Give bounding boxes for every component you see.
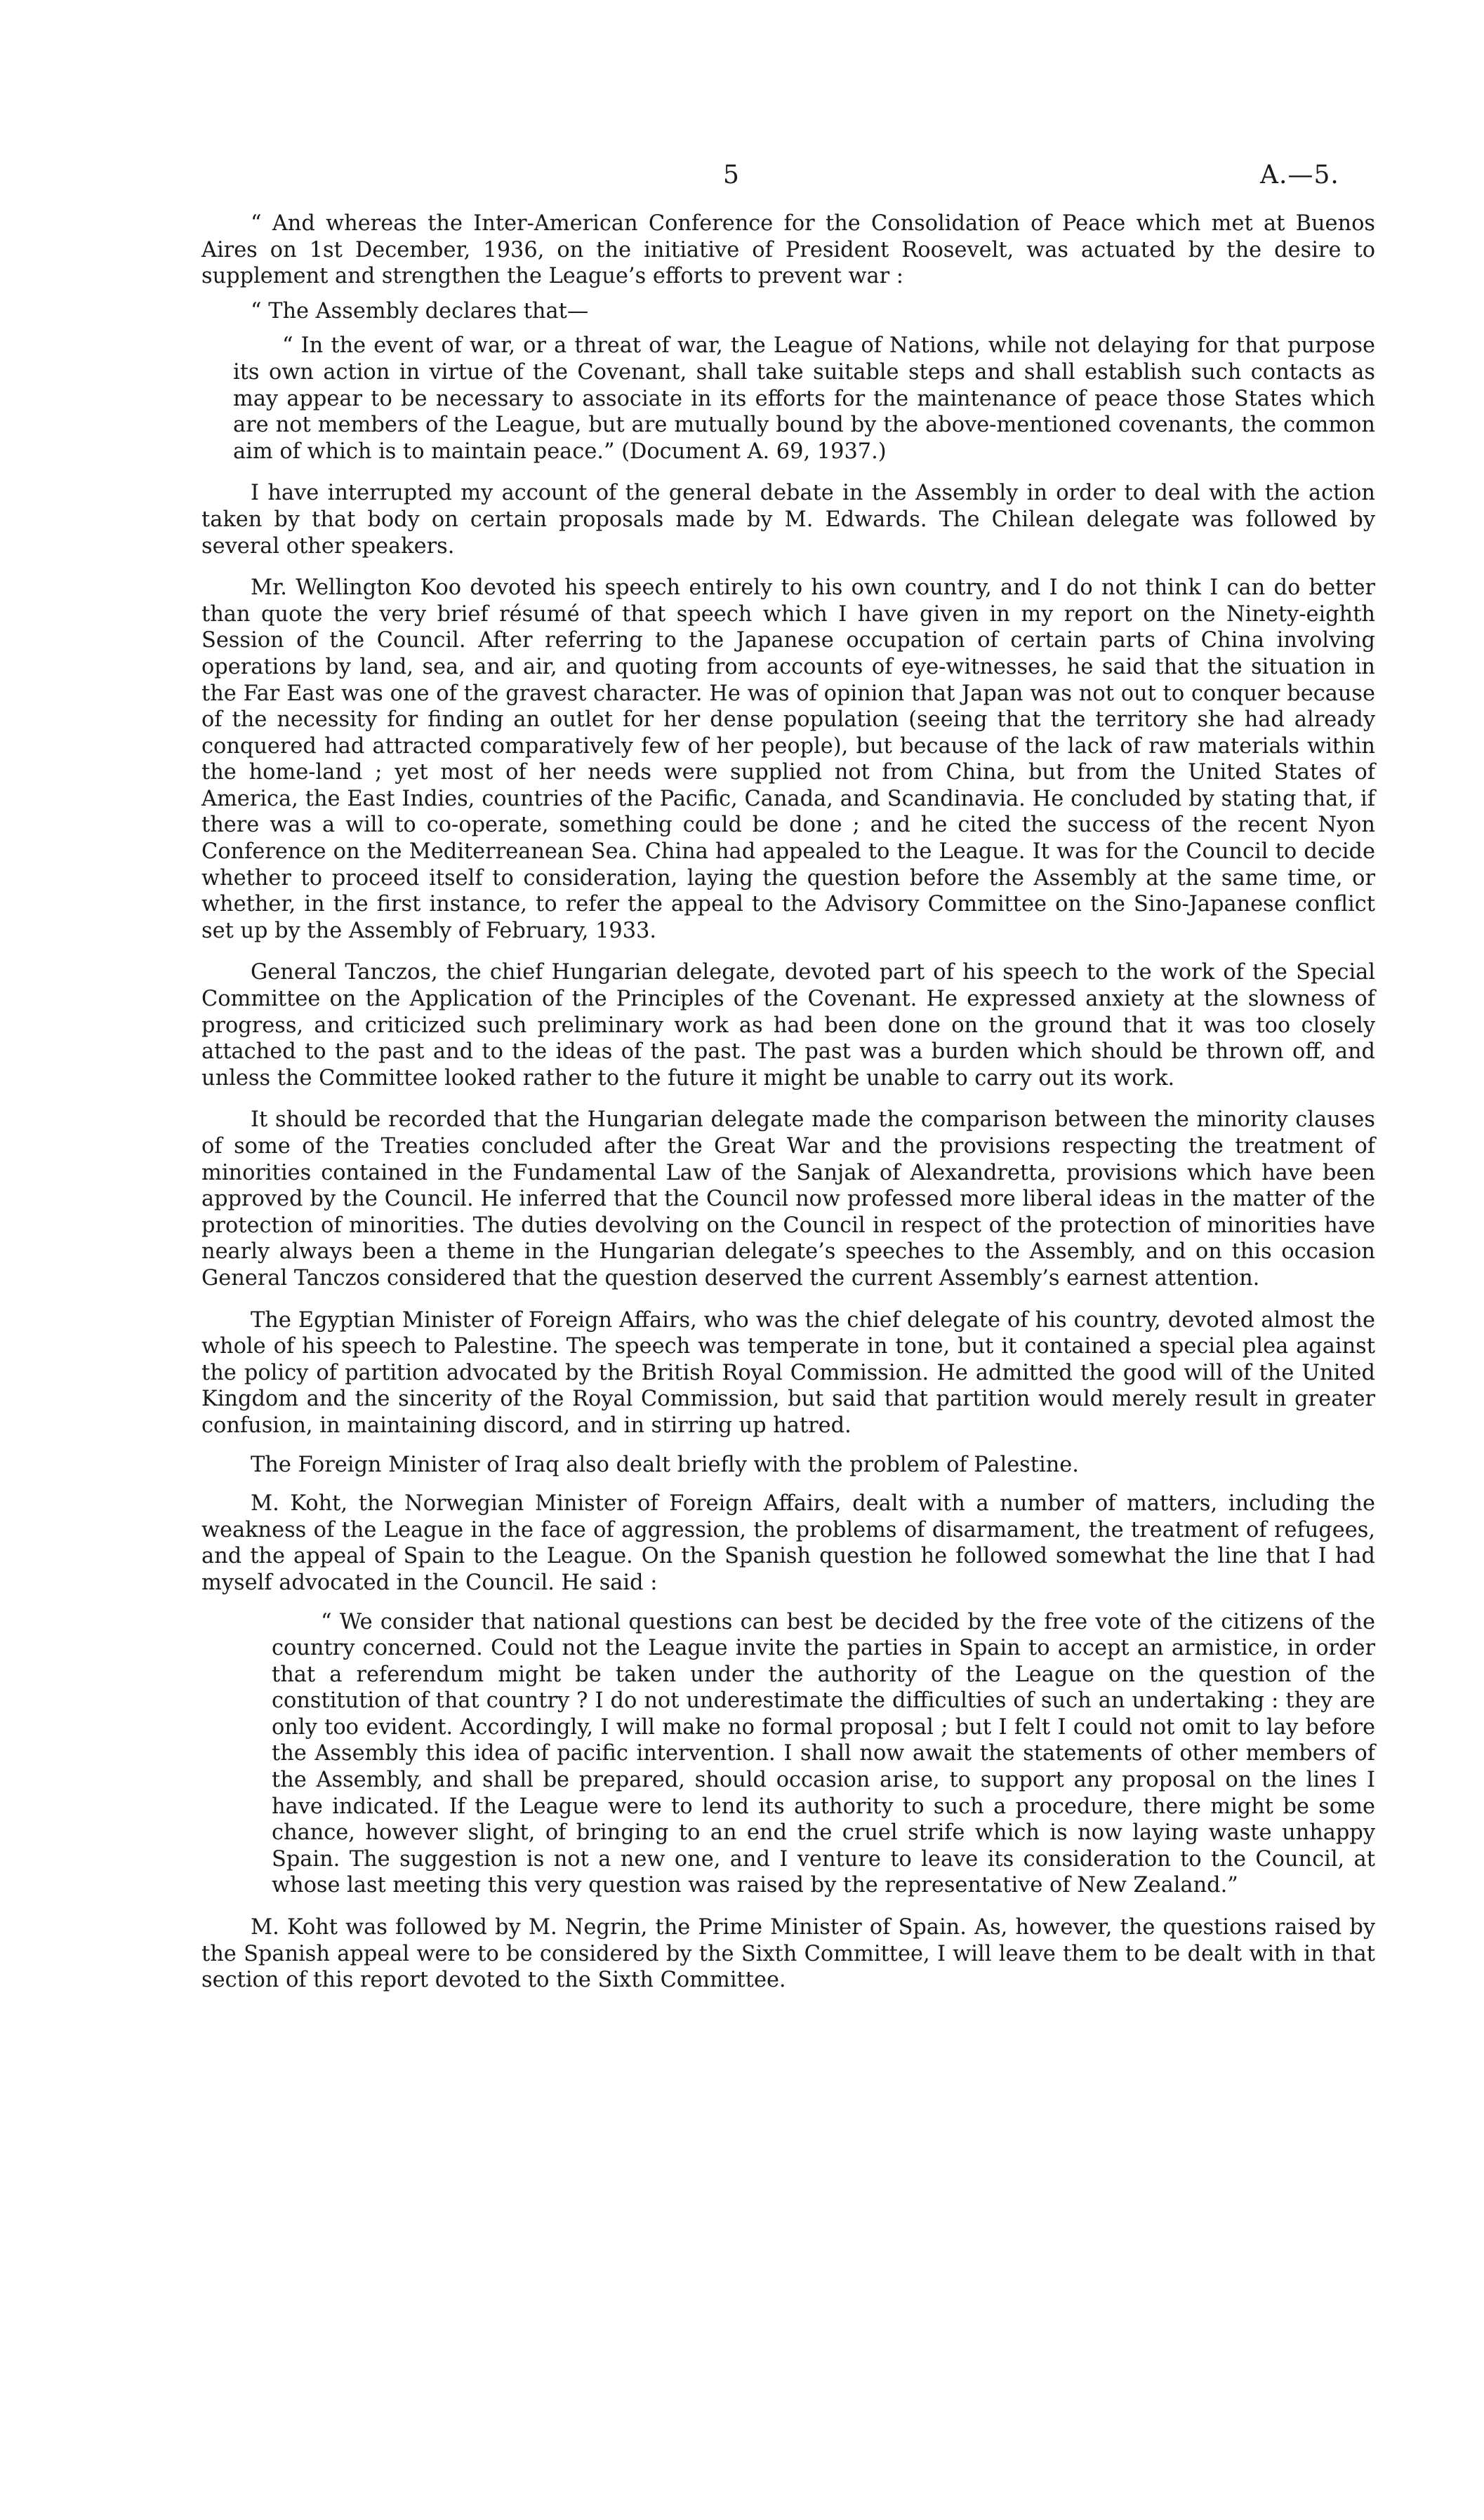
document-reference: A.—5.: [1260, 161, 1339, 189]
body-paragraph-debate: I have interrupted my account of the general debate in the Assembly in order to deal with the action taken by that body on certain proposals made by M. Edwards. The Chilean delegate was followed by several other speakers.: [201, 481, 1375, 559]
body-paragraph-wellington-koo: Mr. Wellington Koo devoted his speech entirely to his own country, and I do not think I can do better than quote the very brief résumé of that speech which I have given in my report on the Ninety-eighth Session of the Council. After referring to the Japanese occupation of certain parts of China involving operations by land, sea, and air, and quoting from accounts of eye-witnesses, he said that the situation in the Far East was one of the gravest character. He was of opinion that Japan was not out to conquer because of the necessity for finding an outlet for her dense population (seeing that the territory she had already conquered had attracted comparatively few of her people), but because of the lack of raw materials within the home-land ; yet most of her needs were supplied not from China, but from the United States of America, the East Indies, countries of the Pacific, Canada, and Scandinavia. He concluded by stating that, if there was a will to co-operate, something could be done ; and he cited the success of the recent Nyon Conference on the Mediterreanean Sea. China had appealed to the League. It was for the Council to decide whether to proceed itself to consideration, laying the question before the Assembly at the same time, or whether, in the first instance, to refer the appeal to the Advisory Committee on the Sino-Japanese conflict set up by the Assembly of February, 1933.: [201, 575, 1375, 943]
document-body: [201, 211, 1375, 1994]
body-paragraph-iraq: The Foreign Minister of Iraq also dealt briefly with the problem of Palestine.: [251, 1452, 1079, 1477]
body-paragraph-negrin: M. Koht was followed by M. Negrin, the Prime Minister of Spain. As, however, the questions raised by the Spanish appeal were to be considered by the Sixth Committee, I will leave them to be dealt with in that section of this report devoted to the Sixth Committee.: [201, 1915, 1375, 1993]
quoted-preamble-paragraph: “ And whereas the Inter-American Conference for the Consolidation of Peace which met at Buenos Aires on 1st December, 1936, on the initiative of President Roosevelt, was actuated by the desire to supplement and strengthen the League’s efforts to prevent war :: [201, 211, 1375, 289]
quoted-declaration-text: “ In the event of war, or a threat of war, the League of Nations, while not delaying for that purpose its own action in virtue of the Covenant, shall take suitable steps and shall establish such contacts as may appear to be necessary to associate in its efforts for the maintenance of peace those States which are not members of the League, but are mutually bound by the above-mentioned covenants, the common aim of which is to maintain peace.” (Document A. 69, 1937.): [233, 333, 1375, 464]
quoted-koht-speech: “ We consider that national questions can best be decided by the free vote of the citizens of the country concerned. Could not the League invite the parties in Spain to accept an armistice, in order that a referendum might be taken under the authority of the League on the question of the constitution of that country ? I do not underestimate the difficulties of such an undertaking : they are only too evident. Accordingly, I will make no formal proposal ; but I felt I could not omit to lay before the Assembly this idea of pacific intervention. I shall now await the statements of other members of the Assembly, and shall be prepared, should occasion arise, to support any proposal on the lines I have indicated. If the League were to lend its authority to such a procedure, there might be some chance, however slight, of bringing to an end the cruel strife which is now laying waste unhappy Spain. The suggestion is not a new one, and I venture to leave its consideration to the Council, at whose last meeting this very question was raised by the representative of New Zealand.”: [272, 1609, 1375, 1898]
body-paragraph-koht: M. Koht, the Norwegian Minister of Foreign Affairs, dealt with a number of matters, including the weakness of the League in the face of aggression, the problems of disarmament, the treatment of refugees, and the appeal of Spain to the League. On the Spanish question he followed somewhat the line that I had myself advocated in the Council. He said :: [201, 1491, 1375, 1595]
body-paragraph-minorities: It should be recorded that the Hungarian delegate made the comparison between the minority clauses of some of the Treaties concluded after the Great War and the provisions respecting the treatment of minorities contained in the Fundamental Law of the Sanjak of Alexandretta, provisions which have been approved by the Council. He inferred that the Council now professed more liberal ideas in the matter of the protection of minorities. The duties devolving on the Council in respect of the protection of minorities have nearly always been a theme in the Hungarian delegate’s speeches to the Assembly, and on this occasion General Tanczos considered that the question deserved the current Assembly’s earnest attention.: [201, 1107, 1375, 1291]
quoted-declaration-heading: “ The Assembly declares that—: [251, 298, 589, 324]
body-paragraph-egypt: The Egyptian Minister of Foreign Affairs, who was the chief delegate of his country, devoted almost the whole of his speech to Palestine. The speech was temperate in tone, but it contained a special plea against the policy of partition advocated by the British Royal Commission. He admitted the good will of the United Kingdom and the sincerity of the Royal Commission, but said that partition would merely result in greater confusion, in maintaining discord, and in stirring up hatred.: [201, 1307, 1375, 1438]
page-number: 5: [723, 161, 739, 189]
body-paragraph-tanczos: General Tanczos, the chief Hungarian delegate, devoted part of his speech to the work of the Special Committee on the Application of the Principles of the Covenant. He expressed anxiety at the slowness of progress, and criticized such preliminary work as had been done on the ground that it was too closely attached to the past and to the ideas of the past. The past was a burden which should be thrown off, and unless the Committee looked rather to the future it might be unable to carry out its work.: [201, 960, 1375, 1091]
